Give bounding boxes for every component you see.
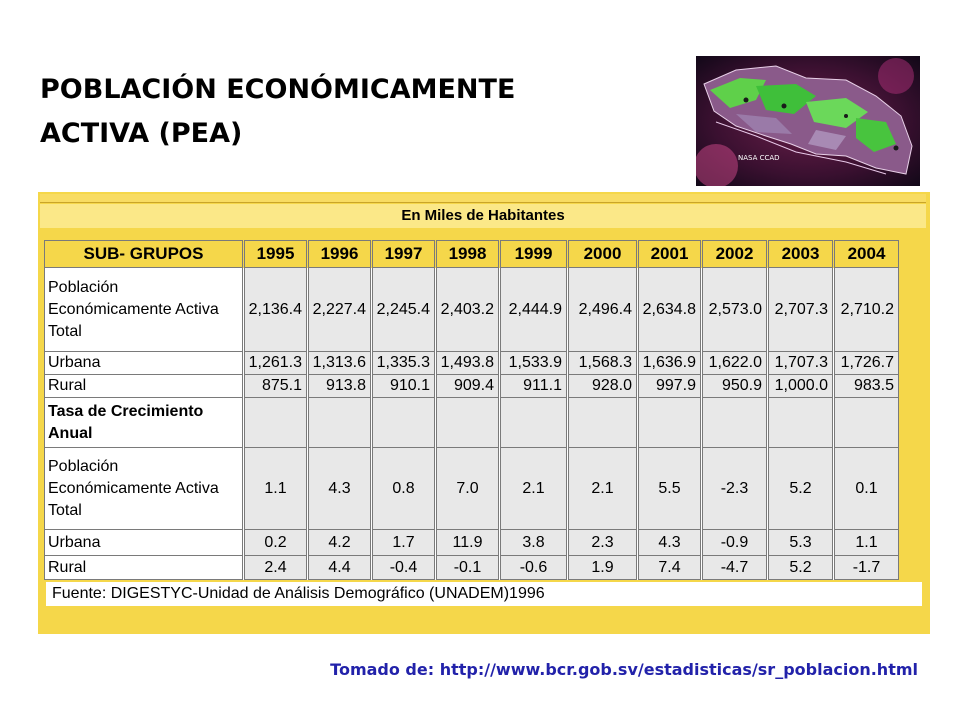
table-cell: 1,261.3	[245, 352, 307, 375]
table-cell: 910.1	[373, 375, 435, 398]
table-cell: -1.7	[835, 556, 899, 580]
table-cell: -0.6	[501, 556, 567, 580]
table-cell	[569, 398, 637, 448]
table-cell: 4.4	[309, 556, 371, 580]
column-header-year: 2001	[639, 241, 701, 268]
row-label-line: Urbana	[48, 354, 101, 371]
table-cell: 2,573.0	[703, 268, 767, 352]
row-label	[45, 448, 243, 530]
table-cell: 875.1	[245, 375, 307, 398]
table-cell: 1,568.3	[569, 352, 637, 375]
row-label-line: Urbana	[48, 533, 101, 551]
table-cell: 0.8	[373, 448, 435, 530]
table-cell: 0.1	[835, 448, 899, 530]
table-cell: -0.1	[437, 556, 499, 580]
pea-table	[44, 240, 899, 580]
table-row	[45, 352, 899, 375]
row-label-line: Tasa de Crecimiento	[48, 402, 204, 420]
table-cell	[373, 398, 435, 448]
row-label-line: Total	[48, 322, 82, 340]
table-cell: 1.9	[569, 556, 637, 580]
table-units-header: En Miles de Habitantes	[40, 204, 926, 228]
column-header-subgroups: SUB- GRUPOS	[45, 241, 243, 268]
table-cell: 909.4	[437, 375, 499, 398]
table-cell: 1,313.6	[309, 352, 371, 375]
table-cell	[437, 398, 499, 448]
table-cell	[245, 398, 307, 448]
table-row	[45, 268, 899, 352]
table-row	[45, 530, 899, 556]
table-cell	[835, 398, 899, 448]
row-label	[45, 530, 243, 556]
table-cell: 997.9	[639, 375, 701, 398]
table-cell: 1.1	[835, 530, 899, 556]
row-label-line: Económicamente Activa	[48, 479, 219, 497]
table-cell: 4.2	[309, 530, 371, 556]
slide-title-line-1: POBLACIÓN ECONÓMICAMENTE	[40, 74, 516, 105]
table-source-note: Fuente: DIGESTYC-Unidad de Análisis Demográfico (UNADEM)1996	[46, 582, 922, 606]
table-cell: 1.7	[373, 530, 435, 556]
table-cell: 7.4	[639, 556, 701, 580]
table-cell: 928.0	[569, 375, 637, 398]
table-cell: 1,493.8	[437, 352, 499, 375]
table-cell: 1,000.0	[769, 375, 833, 398]
table-cell: 950.9	[703, 375, 767, 398]
table-cell: 1,726.7	[835, 352, 899, 375]
slide-title-line-2: ACTIVA (PEA)	[40, 118, 243, 149]
table-cell: 2.1	[569, 448, 637, 530]
column-header-year: 1999	[501, 241, 567, 268]
table-cell: 2,245.4	[373, 268, 435, 352]
row-label	[45, 398, 243, 448]
table-cell: 1,622.0	[703, 352, 767, 375]
pea-table-panel	[38, 192, 930, 634]
row-label	[45, 352, 243, 375]
table-row	[45, 398, 899, 448]
table-cell: 2,227.4	[309, 268, 371, 352]
row-label-line: Rural	[48, 558, 87, 576]
row-label-line: Población	[48, 278, 119, 296]
table-cell	[769, 398, 833, 448]
table-header-row	[45, 241, 899, 268]
table-cell: 2,634.8	[639, 268, 701, 352]
table-cell: 1,533.9	[501, 352, 567, 375]
satellite-map-image	[696, 56, 920, 186]
table-cell: 2,444.9	[501, 268, 567, 352]
table-cell: -2.3	[703, 448, 767, 530]
table-row	[45, 375, 899, 398]
row-label-line: Rural	[48, 377, 87, 394]
table-cell	[639, 398, 701, 448]
table-cell: 1.1	[245, 448, 307, 530]
map-caption: NASA CCAD	[738, 154, 780, 162]
table-cell: 1,636.9	[639, 352, 701, 375]
table-cell: -0.4	[373, 556, 435, 580]
table-cell: 5.5	[639, 448, 701, 530]
table-cell: 983.5	[835, 375, 899, 398]
table-cell	[703, 398, 767, 448]
column-header-year: 1996	[309, 241, 371, 268]
table-cell: 11.9	[437, 530, 499, 556]
table-row	[45, 556, 899, 580]
table-cell: 1,335.3	[373, 352, 435, 375]
table-cell: 4.3	[639, 530, 701, 556]
table-cell: -0.9	[703, 530, 767, 556]
column-header-year: 2003	[769, 241, 833, 268]
row-label-line: Total	[48, 501, 82, 519]
table-cell: 0.2	[245, 530, 307, 556]
table-row	[45, 448, 899, 530]
row-label-line: Población	[48, 457, 119, 475]
table-cell: -4.7	[703, 556, 767, 580]
row-label-line: Económicamente Activa	[48, 300, 219, 318]
table-cell: 2,710.2	[835, 268, 899, 352]
table-cell: 7.0	[437, 448, 499, 530]
table-cell: 2,403.2	[437, 268, 499, 352]
column-header-year: 2004	[835, 241, 899, 268]
footer-source-url: Tomado de: http://www.bcr.gob.sv/estadisticas/sr_poblacion.html	[330, 660, 918, 679]
table-cell: 911.1	[501, 375, 567, 398]
row-label	[45, 268, 243, 352]
table-cell: 5.3	[769, 530, 833, 556]
table-cell: 2,136.4	[245, 268, 307, 352]
slide-title	[40, 68, 670, 156]
table-cell: 3.8	[501, 530, 567, 556]
table-cell	[309, 398, 371, 448]
column-header-year: 1998	[437, 241, 499, 268]
table-cell: 2,496.4	[569, 268, 637, 352]
column-header-year: 2000	[569, 241, 637, 268]
table-cell	[501, 398, 567, 448]
table-cell: 4.3	[309, 448, 371, 530]
column-header-year: 1995	[245, 241, 307, 268]
table-cell: 913.8	[309, 375, 371, 398]
table-cell: 2.3	[569, 530, 637, 556]
row-label	[45, 375, 243, 398]
table-cell: 2,707.3	[769, 268, 833, 352]
column-header-year: 1997	[373, 241, 435, 268]
column-header-year: 2002	[703, 241, 767, 268]
table-cell: 2.1	[501, 448, 567, 530]
table-cell: 1,707.3	[769, 352, 833, 375]
table-cell: 2.4	[245, 556, 307, 580]
table-top-strip	[40, 194, 926, 203]
table-cell: 5.2	[769, 448, 833, 530]
row-label	[45, 556, 243, 580]
table-cell: 5.2	[769, 556, 833, 580]
row-label-line: Anual	[48, 424, 93, 442]
